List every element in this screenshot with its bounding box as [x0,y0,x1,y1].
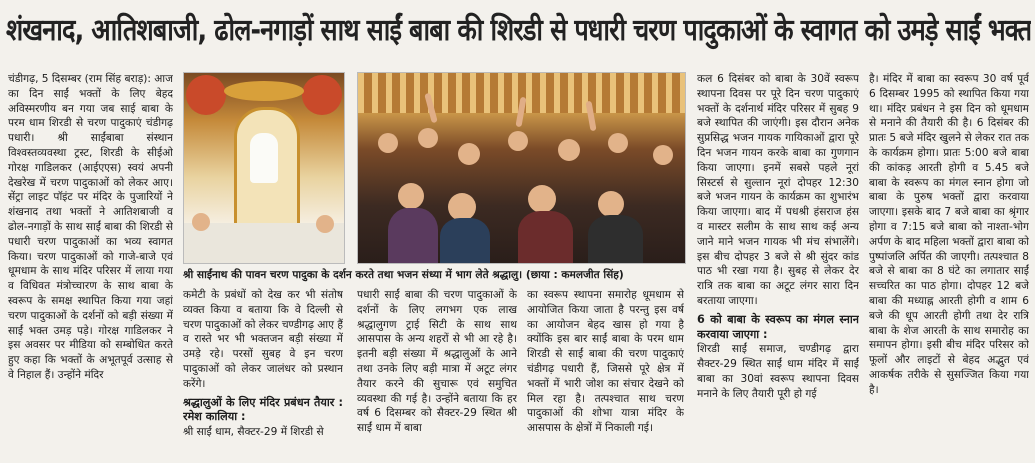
devotee [528,185,556,213]
devotee [192,213,210,231]
devotee [598,191,624,217]
devotee [508,131,528,151]
column-2-subheading: श्रद्धालुओं के लिए मंदिर प्रबंधन तैयार : रमेश कालिया : [183,395,343,424]
devotee [558,139,580,161]
article-column-6 [869,72,1029,460]
devotee [458,143,480,165]
devotee-body [518,211,573,263]
flower-garland [302,75,342,115]
column-5-subheading: 6 को बाबा के स्वरूप का मंगल स्नान करवाया जाएगा : [697,312,859,341]
devotee [608,133,628,153]
devotee [653,145,673,165]
article-column-1 [8,72,173,460]
devotee [316,215,334,233]
column-2-tail: श्री साईं धाम, सैक्टर-29 में शिरडी से [183,426,324,439]
headline: शंखनाद, आतिशबाजी, ढोल-नगाड़ों साथ साईं बाबा की शिरडी से पधारी चरण पादुकाओं के स्वागत को उमड़े साईं भक्त [6,13,1031,48]
photo-caption: श्री साईंनाथ की पावन चरण पादुका के दर्शन करते तथा भजन संध्या में भाग लेते श्रद्धालु। (छाया : कमलजीत सिंह) [183,269,624,281]
devotee [448,193,476,221]
column-4-text: का स्वरूप स्थापना समारोह धूमधाम से आयोजित किया जाता है परन्तु इस वर्ष का आयोजन बेहद खास हो गया है क्योंकि इस बार साईं बाबा के परम धाम शिरडी से साईं बाबा की चरण पादुकाएं चंडीगढ़ पधारी हैं, जिससे पूरे क्षेत्र में भक्तों में भारी जोश का संचार देखने को मिल रहा है। तत्पश्चात साथ चरण पादुकाओं की शोभा यात्रा मंदिर के आसपास के क्षेत्रों में निकाली गई। [527,289,684,435]
devotee [398,183,424,209]
article-column-4 [527,288,684,460]
flower-garland [186,75,226,115]
flower-arch [224,81,304,101]
column-6-text: है। मंदिर में बाबा का स्वरूप 30 वर्ष पूर्व 6 दिसम्बर 1995 को स्थापित किया गया था। मंदिर प्रबंधन ने इस दिन को धूमधाम से मनाने की तैयारी की है। 6 दिसंबर की प्रातः 5 बजे मंदिर खुलने से लेकर रात तक के कार्यक्रम होगा। प्रातः 5:00 बजे बाबा की कांकड़ आरती होगी व 5.45 बजे बाबा के स्वरूप का मंगल स्नान होगा जो बाबा के पुरुष भक्तों द्वारा करवाया जाएगा। इसके बाद 7 बजे बाबा का श्रृंगार होगा व 7:15 बजे बाबा को नाश्ता-भोग अर्पण के बाद महिला भक्तों द्वारा बाबा को पुष्पांजलि अर्पित की जाएगी। तत्पश्चात 8 बजे से बाबा का 8 घंटे का लगातार साईं सच्चरित का पाठ होगा। दोपहर 12 बजे बाबा की मध्याह्न आरती होगी व शाम 6 बजे की धूप आरती होगी तथा देर रात्रि बाबा के शेज आरती के साथ समारोह का समापन होगा। इसी बीच मंदिर परिसर को फूलों और लाइटों से बेहद अद्भुत एवं आकर्षक तरीके से सुसज्जित किया गया है। [869,73,1029,396]
devotee-body [388,208,438,263]
column-1-text: चंडीगढ़, 5 दिसम्बर (राम सिंह बराड़): आज का दिन साईं भक्तों के लिए बेहद अविस्मरणीय बन गया जब साई बाबा के परम धाम शिरडी से चरण पादुकाएं चंडीगढ़ पधारी। श्री साईंबाबा संस्थान विश्वस्तव्यवस्था ट्रस्ट, शिरडी के सीईओ गोरक्ष गाडिलकर (आईएएस) स्वयं अपनी देखरेख में चरण पादुकाओं को लेकर आए। सेंट्रा लाइट पॉइंट पर मंदिर के पुजारियों ने शंखनाद तथा भक्तों ने आतिशबाजी व ढोल-नगाड़ों के साथ साईं बाबा की शिरडी से पधारी चरण पादुकाओं का भव्य स्वागत किया। चरण पादुकाओं को गाजे-बाजे एवं धूमधाम के साथ मंदिर परिसर में लाया गया व विधिवत मंत्रोच्चारण के साथ बाबा के स्वरूप के समक्ष स्थापित किया गया जहां चरण पादुकाओं के दर्शनों को बड़ी संख्या में साईं भक्त उमड़ पड़े। गोरक्ष गाडिलकर ने इस अवसर पर मीडिया को सम्बोधित करते हुए कहा कि भक्तों के अभूतपूर्व उत्साह से वे निहाल हैं। उन्होंने मंदिर [8,73,173,381]
column-5-text: कल 6 दिसंबर को बाबा के 30वें स्वरूप स्थापना दिवस पर पूरे दिन चरण पादुकाएं भक्तों के दर्शनार्थ मंदिर परिसर में सुबह 9 बजे स्थापित की जाएंगी। इस दौरान अनेक सुप्रसिद्ध भजन गायक गायिकाओं द्वारा पूरे दिन भजन गायन करके बाबा का गुणगान किया जाएगा। इनमें सबसे पहले नूरां सिस्टर्स से सुल्तान नूरां दोपहर 12:30 बजे भजन गायन के कार्यक्रम का शुभारंभ किया जाएगा। बाद में पधश्री हंसराज हंस व मास्टर सलीम के साथ साथ कई अन्य जाने माने भजन गायक भी मंच संभालेंगे। इस बीच दोपहर 3 बजे से श्री सुंदर कांड पाठ भी रखा गया है। सुबह से लेकर देर रात्रि तक बाबा का अटूट लंगर सारा दिन बरताया जाएगा। [697,73,859,307]
column-5-tail: शिरडी साईं समाज, चण्डीगढ़ द्वारा सैक्टर-29 स्थित साईं धाम मंदिर में साईं बाबा का 30वां स्वरूप स्थापना दिवस मनाने के लिए तैयारी पूरी हो गई [697,343,859,400]
devotee-body [440,218,490,263]
article-column-2 [183,288,343,460]
shrine-photo [183,72,345,264]
article-column-3 [357,288,517,460]
devotee [418,128,438,148]
crowd-photo [357,72,686,264]
devotee-body [588,215,643,263]
column-2-text: कमेटी के प्रबंधों को देख कर भी संतोष व्यक्त किया व बताया कि वे दिल्ली से चरण पादुकाओं को लेकर चण्डीगढ़ आए हैं व रास्ते भर भी भक्तजन बड़ी संख्या में उमड़े रहे। परसों सुबह वे इन चरण पादुकाओं को लेकर जालंधर को प्रस्थान करेंगे। [183,289,343,390]
column-3-text: पधारी साईं बाबा की चरण पादुकाओं के दर्शनों के लिए लगभग एक लाख श्रद्धालुगण ट्राई सिटी के साथ साथ आसपास के अन्य शहरों से भी आ रहे है। इतनी बड़ी संख्या में श्रद्धालुओं के आने तथा उनके लिए बड़ी मात्रा में अटूट लंगर तैयार करने की सुचारू एवं समुचित व्यवस्था की गई है। उन्होंने बताया कि हर वर्ष 6 दिसम्बर को सैक्टर-29 स्थित श्री साईं धाम में बाबा [357,289,517,435]
article-column-5 [697,72,859,460]
devotee [378,133,398,153]
idol [250,133,278,183]
